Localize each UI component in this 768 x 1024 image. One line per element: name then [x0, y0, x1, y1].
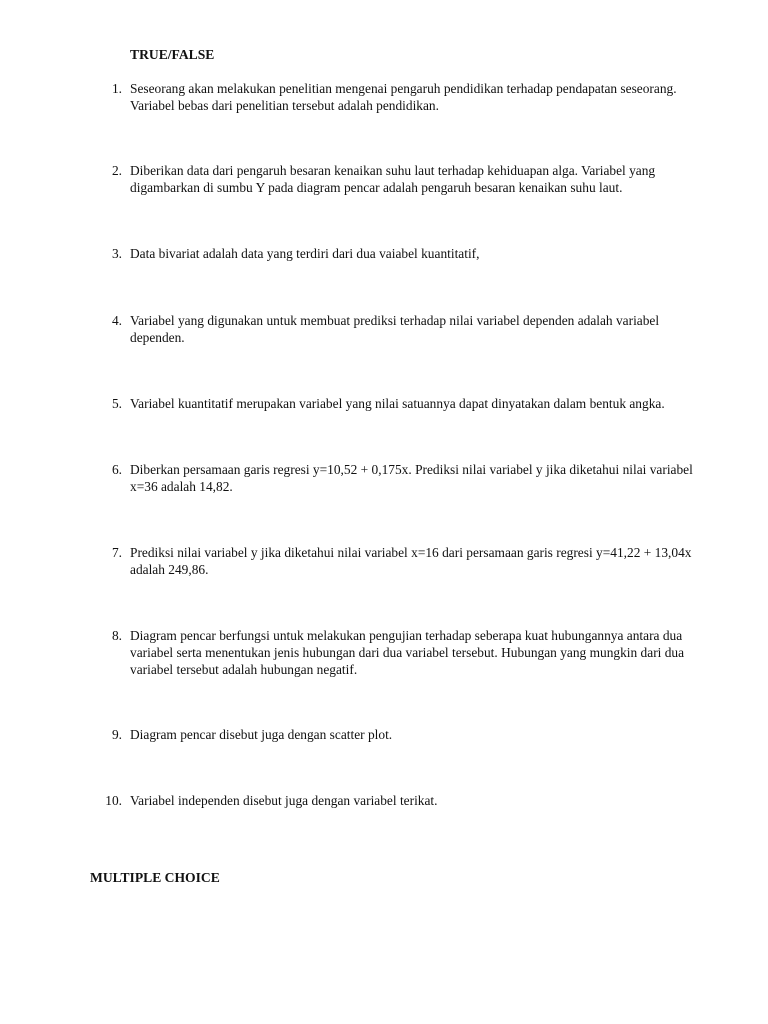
question-text: Variabel yang digunakan untuk membuat prediksi terhadap nilai variabel dependen adalah variabel dependen. [130, 313, 660, 345]
question-item-4 [96, 312, 706, 346]
question-text: Seseorang akan melakukan penelitian mengenai pengaruh pendidikan terhadap pendapatan seseorang. Variabel bebas dari penelitian tersebut adalah pendidikan. [130, 81, 677, 113]
question-text: Diagram pencar disebut juga dengan scatter plot. [130, 727, 393, 742]
question-item-3 [96, 245, 706, 262]
question-text: Diberikan data dari pengaruh besaran kenaikan suhu laut terhadap kehiduapan alga. Variabel yang digambarkan di sumbu Y pada diagram pencar adalah pengaruh besaran kenaikan suhu laut. [130, 163, 656, 195]
question-item-7 [96, 544, 706, 578]
question-text: Variabel independen disebut juga dengan variabel terikat. [130, 793, 438, 808]
question-item-5 [96, 395, 706, 412]
question-item-8 [96, 627, 706, 678]
question-item-6 [96, 461, 706, 495]
question-item-10 [96, 792, 706, 809]
question-text: Prediksi nilai variabel y jika diketahui nilai variabel x=16 dari persamaan garis regresi y=41,22 + 13,04x adalah 249,86. [130, 545, 692, 577]
question-text: Variabel kuantitatif merupakan variabel yang nilai satuannya dapat dinyatakan dalam bentuk angka. [130, 396, 665, 411]
question-text: Diberkan persamaan garis regresi y=10,52 + 0,175x. Prediksi nilai variabel y jika diketahui nilai variabel x=36 adalah 14,82. [130, 462, 693, 494]
question-item-2 [96, 162, 706, 196]
question-number: 5. [111, 396, 122, 411]
question-number: 4. [111, 313, 122, 328]
question-item-9 [96, 726, 706, 743]
section-title-multiple-choice: MULTIPLE CHOICE [90, 870, 220, 885]
question-number: 9. [111, 727, 122, 742]
section-title-true-false: TRUE/FALSE [130, 47, 215, 62]
question-text: Diagram pencar berfungsi untuk melakukan pengujian terhadap seberapa kuat hubungannya antara dua variabel serta menentukan jenis hubungan dari dua variabel tersebut. Hubungan yang mungkin dari dua variabel tersebut adalah hubungan negatif. [130, 628, 685, 677]
question-number: 6. [111, 462, 122, 477]
question-number: 3. [111, 246, 122, 261]
question-number: 8. [111, 628, 122, 643]
question-item-1 [96, 80, 706, 114]
question-number: 1. [111, 81, 122, 96]
question-number: 2. [111, 163, 122, 178]
question-number: 10. [105, 793, 122, 808]
question-text: Data bivariat adalah data yang terdiri dari dua vaiabel kuantitatif, [130, 246, 480, 261]
question-number: 7. [111, 545, 122, 560]
